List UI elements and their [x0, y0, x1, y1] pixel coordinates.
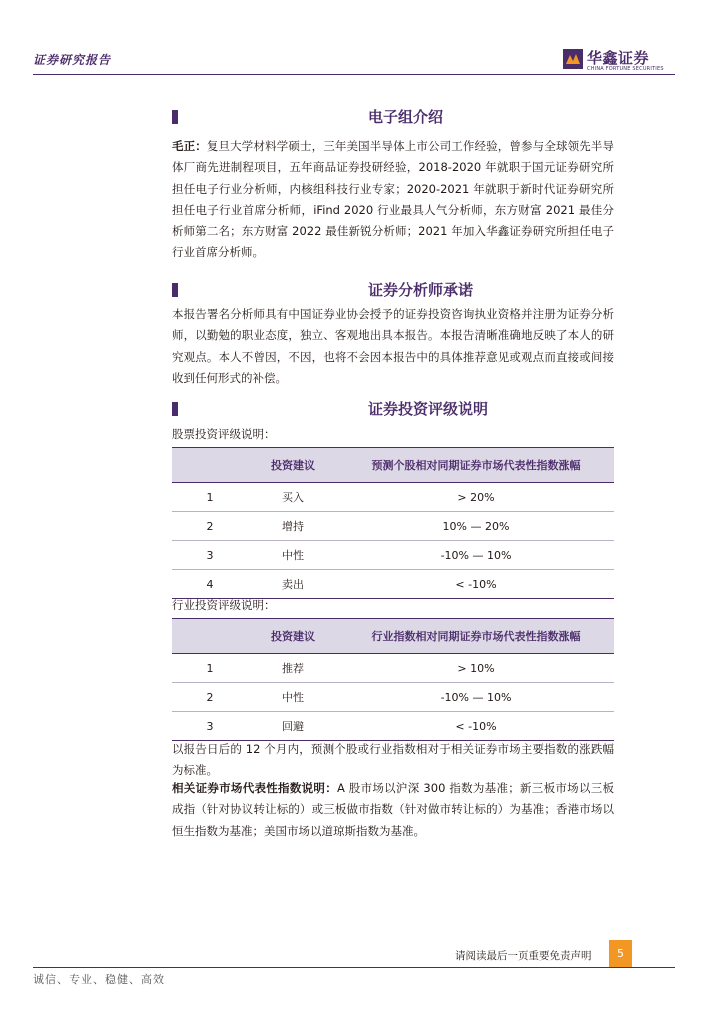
table-row	[172, 512, 614, 541]
table-header-row	[172, 448, 614, 483]
industry-rating-table	[172, 618, 614, 741]
section-marker	[172, 283, 178, 297]
table-cell: 10% — 20%	[338, 512, 614, 541]
table-cell: 3	[172, 712, 248, 741]
table-header-cell: 行业指数相对同期证券市场代表性指数涨幅	[338, 619, 614, 654]
page-number: 5	[609, 940, 632, 967]
table-cell: 3	[172, 541, 248, 570]
table-row	[172, 570, 614, 599]
commitment-text: 本报告署名分析师具有中国证券业协会授予的证券投资咨询执业资格并注册为证券分析师，以勤勉的职业态度，独立、客观地出具本报告。本报告清晰准确地反映了本人的研究观点。本人不曾因，不因，也将不会因本报告中的具体推荐意见或观点而直接或间接收到任何形式的补偿。	[172, 307, 614, 385]
logo-mark-icon	[563, 49, 583, 69]
index-description-label: 相关证券市场代表性指数说明：	[172, 781, 337, 795]
table-cell: -10% — 10%	[338, 541, 614, 570]
index-description-text: A 股市场以沪深 300 指数为基准；新三板市场以三板成指（针对协议转让标的）或三板做市指数（针对做市转让标的）为基准；香港市场以恒生指数为基准；美国市场以道琼斯指数为基准。	[172, 781, 615, 838]
table-header-cell	[172, 619, 248, 654]
table-cell: 4	[172, 570, 248, 599]
table-row	[172, 712, 614, 741]
analyst-name: 毛正：	[172, 139, 207, 153]
table-cell: 1	[172, 654, 248, 683]
footer-slogan: 诚信、专业、稳健、高效	[33, 973, 165, 986]
analyst-bio-text: 复旦大学材料学硕士，三年美国半导体上市公司工作经验，曾参与全球领先半导体厂商先进制程项目，五年商品证券投研经验，2018-2020 年就职于国元证券研究所担任电子行业分析师，内核组科技行业专家；2020-2021 年就职于新时代证券研究所担任电子行业首席分析师，iFind 2020 行业最具人气分析师，东方财富 2021 最佳分析师第二名；东方财富 2022 最佳新锐分析师；2021 年加入华鑫证券研究所担任电子行业首席分析师。	[172, 139, 614, 260]
index-description	[172, 778, 614, 842]
table-cell: 2	[172, 683, 248, 712]
table-header-cell: 投资建议	[248, 448, 338, 483]
table-cell: < -10%	[338, 712, 614, 741]
table-row	[172, 483, 614, 512]
section-marker	[172, 110, 178, 124]
table-cell: 2	[172, 512, 248, 541]
table-cell: -10% — 10%	[338, 683, 614, 712]
stock-rating-label: 股票投资评级说明：	[172, 427, 276, 441]
logo-name-cn: 华鑫证券	[587, 49, 650, 67]
disclaimer-notice: 请阅读最后一页重要免责声明	[455, 950, 592, 962]
report-header-title: 证券研究报告	[33, 53, 112, 67]
logo-name-en: CHINA FORTUNE SECURITIES	[587, 66, 664, 72]
table-cell: 回避	[248, 712, 338, 741]
table-row	[172, 654, 614, 683]
table-row	[172, 541, 614, 570]
stock-rating-table	[172, 447, 614, 599]
rating-basis-note: 以报告日后的 12 个月内，预测个股或行业指数相对于相关证券市场主要指数的涨跌幅为标准。	[172, 742, 614, 778]
table-header-cell	[172, 448, 248, 483]
section-marker	[172, 402, 178, 416]
table-header-cell: 投资建议	[248, 619, 338, 654]
industry-rating-label: 行业投资评级说明：	[172, 598, 276, 612]
analyst-bio	[172, 136, 614, 264]
table-cell: 中性	[248, 541, 338, 570]
table-cell: 推荐	[248, 654, 338, 683]
table-cell: 增持	[248, 512, 338, 541]
company-logo	[563, 47, 673, 73]
table-cell: 1	[172, 483, 248, 512]
table-cell: 卖出	[248, 570, 338, 599]
header-divider	[33, 74, 675, 75]
table-cell: > 10%	[338, 654, 614, 683]
table-row	[172, 683, 614, 712]
table-cell: < -10%	[338, 570, 614, 599]
footer-divider	[33, 967, 675, 968]
table-cell: 买入	[248, 483, 338, 512]
table-cell: > 20%	[338, 483, 614, 512]
table-header-cell: 预测个股相对同期证券市场代表性指数涨幅	[338, 448, 614, 483]
table-cell: 中性	[248, 683, 338, 712]
table-header-row	[172, 619, 614, 654]
